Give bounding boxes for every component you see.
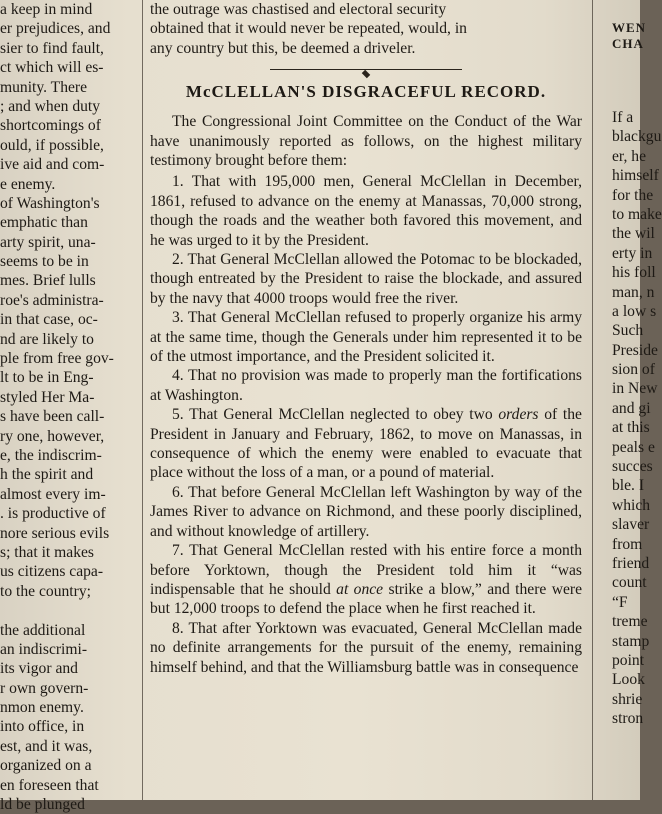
article-intro: The Congressional Joint Committee on the Conduct of the War have unanimously reported as follows, on the highest military testimony brought before them:: [150, 113, 582, 169]
left-column-line: an indiscrimi-: [0, 640, 88, 658]
item-7-end: strike a blow,” and there were but 12,000 troops to defend the place when he first reached it.: [150, 580, 582, 618]
left-column-line: e enemy.: [0, 175, 56, 193]
right-column-line: from: [612, 535, 643, 553]
previous-article-line: the outrage was chastised and electoral security: [150, 1, 447, 18]
right-column-line: stamp: [612, 632, 650, 650]
previous-article-line: any country but this, be deemed a driveler.: [150, 39, 416, 57]
previous-article-ending: [150, 0, 582, 58]
right-column-line: peals e: [612, 438, 655, 456]
left-column-line: s have been call-: [0, 408, 105, 426]
column-rule-left: [142, 0, 143, 800]
left-column: [0, 0, 134, 814]
right-column-line: Preside: [612, 341, 658, 359]
right-column-line: at this: [612, 419, 650, 437]
section-divider: [150, 64, 582, 74]
item-5-start: 5. That General McClellan neglected to obey two: [172, 406, 493, 424]
right-column-line: erty in: [612, 244, 653, 262]
left-column-line: lt to be in Eng-: [0, 369, 94, 387]
right-column-line: the wil: [612, 225, 655, 243]
left-column-line: ould, if possible,: [0, 136, 104, 154]
left-column-line: nd are likely to: [0, 330, 94, 348]
right-column-line: a low s: [612, 302, 657, 320]
article-item-5: [150, 405, 582, 483]
left-column-line: s; that it makes: [0, 543, 94, 561]
right-column-line: “F: [612, 593, 628, 611]
left-column-line: organized on a: [0, 757, 92, 775]
left-column-line: est, and it was,: [0, 737, 93, 755]
left-column-line: ple from free gov-: [0, 350, 114, 368]
right-column-line: shrie: [612, 690, 643, 708]
previous-article-line: obtained that it would never be repeated, would, in: [150, 20, 467, 38]
left-column-line: nore serious evils: [0, 524, 110, 542]
left-column-line: to the country;: [0, 582, 91, 600]
item-7-italic: at once: [336, 580, 384, 598]
right-column-line: man, n: [612, 283, 655, 301]
right-column-line: treme: [612, 613, 648, 631]
main-column: [150, 0, 582, 800]
left-column-line: into office, in: [0, 718, 85, 736]
right-column-line: Look: [612, 671, 645, 689]
right-column-line: in New: [612, 380, 658, 398]
article-item-8: 8. That after Yorktown was evacuated, General McClellan made no definite arrangements for the pursuit of the enemy, remaining himself behind, and that the Williamsburg battle was in consequence: [150, 619, 582, 676]
article-item-6: 6. That before General McClellan left Washington by way of the James River to advance on Richmond, and these poorly disciplined, and without knowledge of artillery.: [150, 483, 582, 540]
left-column-line: styled Her Ma-: [0, 388, 95, 406]
right-column-line: which: [612, 496, 651, 514]
right-column-line: to make: [612, 205, 662, 223]
right-headline-line-2: CHA: [612, 36, 644, 51]
left-column-line: en foreseen that: [0, 776, 99, 794]
article-headline: McCLELLAN'S DISGRACEFUL RECORD.: [185, 82, 547, 102]
left-column-line: almost every im-: [0, 485, 106, 503]
right-column-line: blackgu: [612, 128, 662, 146]
left-column-line: shortcomings of: [0, 117, 101, 135]
item-5-italic: orders: [498, 406, 539, 424]
left-column-line: ct which will es-: [0, 59, 104, 77]
right-column-line: point: [612, 651, 645, 669]
left-column-line: arty spirit, una-: [0, 233, 96, 251]
article-item-3: 3. That General McClellan refused to properly organize his army at the same time, though the Generals under him represented it to be of the utmost importance, and the President solicited it.: [150, 309, 582, 366]
article-item-7: [150, 541, 582, 619]
right-column-line: ble. I: [612, 477, 645, 495]
right-column-line: count: [612, 574, 647, 592]
right-column-line: and gi: [612, 399, 651, 417]
right-column-text: [612, 108, 662, 729]
right-column-line: If a: [612, 109, 634, 126]
column-rule-right: [592, 0, 593, 800]
right-column-line: sion of: [612, 361, 655, 379]
item-5-end: of the President in January and February, 1862, to move on Manassas, in consequence of which the enemy were enabled to evacuate that place without the loss of a man, or a pound of material.: [150, 406, 582, 482]
article-item-2: 2. That General McClellan allowed the Potomac to be blockaded, though entreated by the President to raise the blockade, and assured by the navy that 4000 troops would free the river.: [150, 251, 582, 307]
left-column-line: ld be plunged: [0, 796, 85, 814]
right-column-line: stron: [612, 710, 644, 728]
left-column-line: mes. Brief lulls: [0, 272, 96, 290]
right-column-line: slaver: [612, 516, 650, 534]
right-column-line: succes: [612, 458, 653, 476]
left-column-line: [0, 601, 134, 620]
right-headline-line-1: WEN: [612, 20, 647, 35]
left-column-line: e, the indiscrim-: [0, 446, 102, 464]
left-column-line: ry one, however,: [0, 427, 105, 445]
left-column-line: h the spirit and: [0, 466, 94, 484]
left-column-line: munity. There: [0, 78, 88, 96]
right-column: [612, 0, 662, 800]
article-item-1: 1. That with 195,000 men, General McClellan in December, 1861, refused to advance on the enemy at Manassas, 70,000 strong, though the roads and the weather both favored this movement, and he was urged to it by the President.: [150, 173, 582, 249]
left-column-line: roe's administra-: [0, 291, 104, 309]
right-column-line: Such: [612, 322, 644, 340]
left-column-line: emphatic than: [0, 214, 88, 232]
left-column-line: in that case, oc-: [0, 311, 98, 329]
left-column-line: the additional: [0, 621, 86, 639]
left-column-line: sier to find fault,: [0, 39, 104, 57]
right-column-line: for the: [612, 186, 654, 204]
left-column-line: nmon enemy.: [0, 699, 84, 717]
right-column-line: himself: [612, 167, 659, 185]
article-item-4: 4. That no provision was made to properly man the fortifications at Washington.: [150, 367, 582, 404]
left-column-line: r own govern-: [0, 679, 89, 697]
left-column-line: a keep in mind: [0, 1, 93, 18]
right-column-line: er, he: [612, 147, 647, 165]
left-column-line: of Washington's: [0, 194, 100, 212]
item-7-start: 7. That General McClellan rested with his entire force a month before Yorktown, though the President told him it “was indispensable that he should: [150, 542, 582, 598]
left-column-line: ive aid and com-: [0, 156, 105, 174]
left-column-line: er prejudices, and: [0, 20, 111, 38]
left-column-line: . is productive of: [0, 505, 106, 523]
left-column-line: us citizens capa-: [0, 563, 104, 581]
left-column-line: seems to be in: [0, 253, 89, 271]
left-column-line: its vigor and: [0, 660, 78, 678]
left-column-line: ; and when duty: [0, 97, 101, 115]
right-column-line: friend: [612, 554, 650, 572]
right-column-line: his foll: [612, 264, 656, 282]
